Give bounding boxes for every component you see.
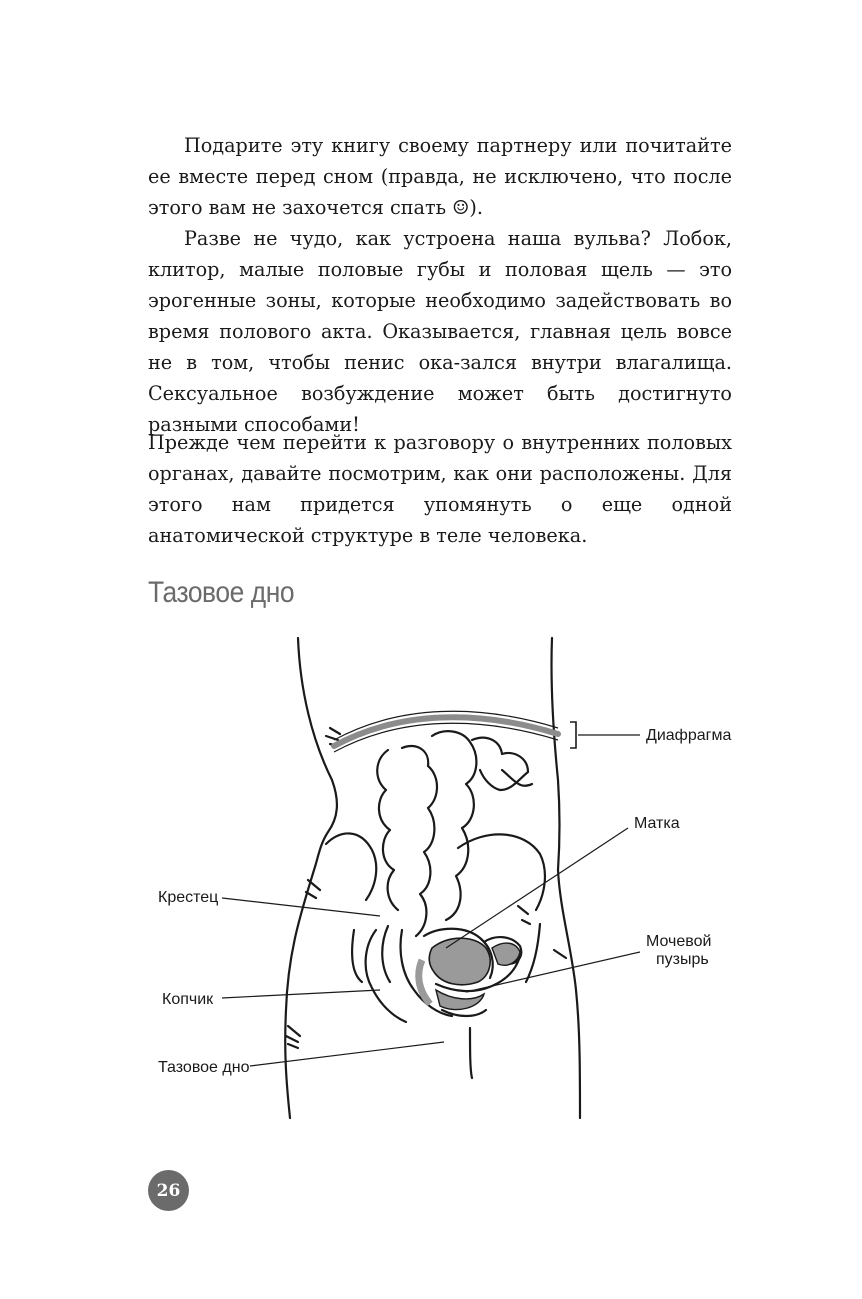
text-block-bottom (148, 427, 732, 551)
pelvic-floor-illustration (140, 630, 760, 1130)
paragraph-intro-internal: Прежде чем перейти к разговору о внутренних половых органах, давайте посмотрим, как они расположены. Для этого нам придется упомянуть о еще одной анатомической структуре в теле человека. (148, 431, 732, 547)
page-number-badge (148, 1170, 189, 1211)
page-number: 26 (156, 1180, 181, 1201)
anatomy-svg (140, 630, 760, 1130)
body-outline (285, 638, 580, 1118)
label-sacrum: Крестец (158, 889, 219, 906)
label-diaphragm: Диафрагма (646, 727, 732, 744)
label-bladder-line2: пузырь (656, 951, 709, 968)
pelvic-floor-shape (436, 990, 484, 1010)
text-block-top (148, 130, 732, 440)
label-pelvic-floor: Тазовое дно (158, 1059, 250, 1076)
label-uterus: Матка (634, 815, 680, 832)
section-heading: Тазовое дно (148, 576, 295, 609)
label-coccyx: Копчик (162, 991, 214, 1008)
label-bladder-line1: Мочевой (646, 933, 712, 950)
diaphragm-bracket (570, 722, 576, 748)
paragraph-gift: Подарите эту книгу своему партнеру или почитайте ее вместе перед сном (правда, не исключено, что после этого вам не захочется спать ☺). (148, 134, 732, 219)
uterus-shape (429, 938, 490, 985)
paragraph-vulva: Разве не чудо, как устроена наша вульва? Лобок, клитор, малые половые губы и половая щель — это эрогенные зоны, которые необходимо задействовать во время полового акта. Оказывается, главная цель вовсе не в том, чтобы пенис ока-зался внутри влагалища. Сексуальное возбуждение может быть достигнуто разными способами! (148, 227, 732, 436)
